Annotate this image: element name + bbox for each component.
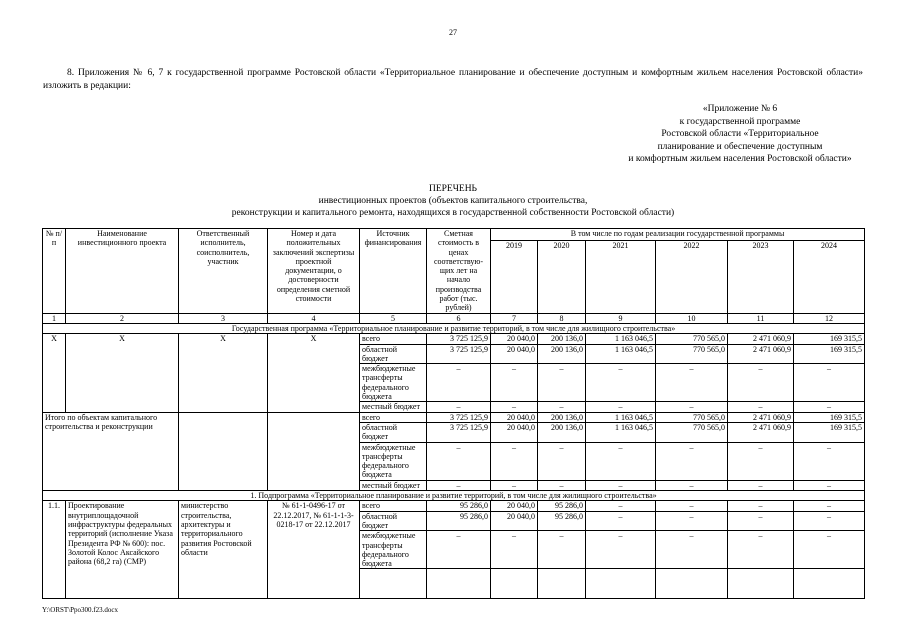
header-expertise: Номер и дата положительных заключений экспертизы проектной документации, о достоверности определения сметной стоимости [268,229,360,314]
amount-cell: 95 286,0 [538,501,586,511]
amount-cell: 169 315,5 [794,334,865,344]
column-numbers-row [43,313,865,323]
amount-cell: 3 725 125,9 [427,344,491,364]
amount-cell: – [586,364,656,402]
amount-cell: 1 163 046,5 [586,344,656,364]
amount-cell: 1 163 046,5 [586,334,656,344]
col-number: 8 [538,313,586,323]
appendix-line: и комфортным жильем населения Ростовской области» [628,154,852,164]
amount-cell: – [728,480,794,490]
amount-cell: – [794,501,865,511]
amount-cell: – [728,501,794,511]
amount-cell: – [538,364,586,402]
amount-cell: – [656,511,728,531]
section-row [43,323,865,333]
amount-cell: – [586,442,656,480]
amount-cell: – [656,402,728,412]
program-total-block [43,334,865,412]
expertise: Х [268,334,360,412]
header-year: 2020 [538,241,586,314]
amount-cell: – [427,480,491,490]
section-program-title: Государственная программа «Территориальное планирование и развитие территорий, в том числе для жилищного строительства» [43,323,865,333]
col-number: 9 [586,313,656,323]
amount-cell: – [656,531,728,569]
executor: министерство строительства, архитектуры и территориального развития Ростовской области [179,501,268,599]
col-number: 10 [656,313,728,323]
amount-cell: 770 565,0 [656,334,728,344]
appendix-line: «Приложение № 6 [702,104,778,114]
funding-source: местный бюджет [360,402,427,412]
col-number: 11 [728,313,794,323]
amount-cell: – [794,531,865,569]
header-num: № п/п [43,229,66,314]
amount-cell: – [794,442,865,480]
funding-row [43,501,865,511]
amount-cell: – [491,364,538,402]
amount-cell: 20 040,0 [491,344,538,364]
col-number: 3 [179,313,268,323]
amount-cell: – [427,364,491,402]
funding-source: местный бюджет [360,480,427,490]
amount-cell: 1 163 046,5 [586,412,656,422]
empty-cell [656,569,728,599]
funding-source: межбюджетные трансферты федерального бюджета [360,442,427,480]
amount-cell: 200 136,0 [538,334,586,344]
amount-cell: 200 136,0 [538,422,586,442]
appendix-line: к государственной программе [679,116,801,127]
funding-source: областной бюджет [360,422,427,442]
amount-cell: 2 471 060,9 [728,334,794,344]
header-year: 2022 [656,241,728,314]
amount-cell: 1 163 046,5 [586,422,656,442]
funding-source: всего [360,412,427,422]
amount-cell: 20 040,0 [491,422,538,442]
funding-source: межбюджетные трансферты федерального бюджета [360,364,427,402]
empty-cell [491,569,538,599]
file-path-footer: Y:\ORST\Ppo300.f23.docx [42,606,118,614]
amount-cell: 2 471 060,9 [728,344,794,364]
empty-cell [427,569,491,599]
funding-source: областной бюджет [360,344,427,364]
amount-cell: 169 315,5 [794,412,865,422]
amount-cell: – [538,480,586,490]
funding-source: межбюджетные трансферты федерального бюджета [360,531,427,569]
amount-cell: 169 315,5 [794,344,865,364]
amount-cell: 2 471 060,9 [728,422,794,442]
row-num: Х [43,334,66,412]
amount-cell: 95 286,0 [538,511,586,531]
amount-cell: – [427,442,491,480]
col-number: 7 [491,313,538,323]
amount-cell: – [794,511,865,531]
header-year: 2024 [794,241,865,314]
total-label: Итого по объектам капитального строительства и реконструкции [43,412,179,490]
amount-cell: 169 315,5 [794,422,865,442]
col-number: 6 [427,313,491,323]
empty-cell [538,569,586,599]
header-cost: Сметная стоимость в ценах соответствую-щих лет на начало производства работ (тыс. рублей) [427,229,491,314]
amount-cell: – [728,511,794,531]
amount-cell: – [728,442,794,480]
amount-cell: – [728,531,794,569]
amount-cell: 20 040,0 [491,501,538,511]
capital-construction-total-block [43,412,865,490]
expertise [179,412,268,490]
amount-cell: 200 136,0 [538,412,586,422]
appendix-line: Ростовской области «Территориальное [661,129,819,139]
amount-cell: 3 725 125,9 [427,412,491,422]
amount-cell: 770 565,0 [656,412,728,422]
amount-cell: – [656,442,728,480]
amount-cell: 2 471 060,9 [728,412,794,422]
project-name: Проектирование внутриплощадочной инфраструктуры федеральных территорий (исполнение Указа Президента РФ № 600): пос. Золотой Колос Аксайского района (68,2 га) (СМР) [66,501,179,599]
amount-cell: 770 565,0 [656,344,728,364]
amount-cell: 770 565,0 [656,422,728,442]
col-number: 1 [43,313,66,323]
project-block [43,501,865,599]
amount-cell: – [728,364,794,402]
amount-cell: 3 725 125,9 [427,334,491,344]
header-years-group: В том числе по годам реализации государственной программы [491,229,865,241]
empty-cell [360,569,427,599]
row-num: 1.1. [43,501,66,599]
amount-cell: – [491,531,538,569]
amount-cell: 20 040,0 [491,412,538,422]
section-subprogram-title: 1. Подпрограмма «Территориальное планирование и развитие территорий, в том числе для жилищного строительства» [43,491,865,501]
amount-cell: – [491,480,538,490]
funding-row [43,412,865,422]
header-executor: Ответственный исполнитель, соисполнитель, участник [179,229,268,314]
col-number: 4 [268,313,360,323]
intro-paragraph: 8. Приложения № 6, 7 к государственной программе Ростовской области «Территориальное планирование и обеспечение доступным и комфортным жильем населения Ростовской области» изложить в редакции: [43,68,863,91]
amount-cell: – [586,402,656,412]
investment-projects-table [42,228,865,599]
funding-source: всего [360,501,427,511]
funding-source: областной бюджет [360,511,427,531]
amount-cell: 20 040,0 [491,334,538,344]
amount-cell: – [656,501,728,511]
page-number: 27 [449,28,457,37]
amount-cell: – [586,501,656,511]
amount-cell: – [794,364,865,402]
executor: Х [179,334,268,412]
amount-cell: – [586,511,656,531]
document-title [0,183,906,219]
amount-cell: 95 286,0 [427,511,491,531]
executor [268,412,360,490]
amount-cell: – [538,531,586,569]
funding-source: всего [360,334,427,344]
amount-cell: – [427,531,491,569]
header-year: 2019 [491,241,538,314]
funding-row [43,334,865,344]
amount-cell: – [538,402,586,412]
appendix-caption [540,103,906,166]
amount-cell: – [794,402,865,412]
col-number: 5 [360,313,427,323]
empty-cell [586,569,656,599]
section-row [43,491,865,501]
amount-cell: – [538,442,586,480]
amount-cell: 20 040,0 [491,511,538,531]
amount-cell: – [491,442,538,480]
project-name: Х [66,334,179,412]
header-year: 2023 [728,241,794,314]
title-line: реконструкции и капитального ремонта, находящихся в государственной собственности Ростовской области) [231,208,675,218]
col-number: 12 [794,313,865,323]
amount-cell: – [794,480,865,490]
amount-cell: – [728,402,794,412]
empty-cell [728,569,794,599]
amount-cell: 3 725 125,9 [427,422,491,442]
appendix-line: планирование и обеспечение доступным [657,141,823,152]
amount-cell: – [427,402,491,412]
amount-cell: – [656,364,728,402]
col-number: 2 [66,313,179,323]
title-line: ПЕРЕЧЕНЬ [428,184,478,194]
amount-cell: – [656,480,728,490]
amount-cell: – [586,531,656,569]
amount-cell: – [586,480,656,490]
amount-cell: 95 286,0 [427,501,491,511]
title-line: инвестиционных проектов (объектов капитального строительства, [318,196,588,206]
empty-cell [794,569,865,599]
header-name: Наименование инвестиционного проекта [66,229,179,314]
amount-cell: 200 136,0 [538,344,586,364]
amount-cell: – [491,402,538,412]
expertise: № 61-1-0496-17 от 22.12.2017, № 61-1-1-3-0218-17 от 22.12.2017 [268,501,360,599]
header-year: 2021 [586,241,656,314]
header-source: Источник финансирования [360,229,427,314]
